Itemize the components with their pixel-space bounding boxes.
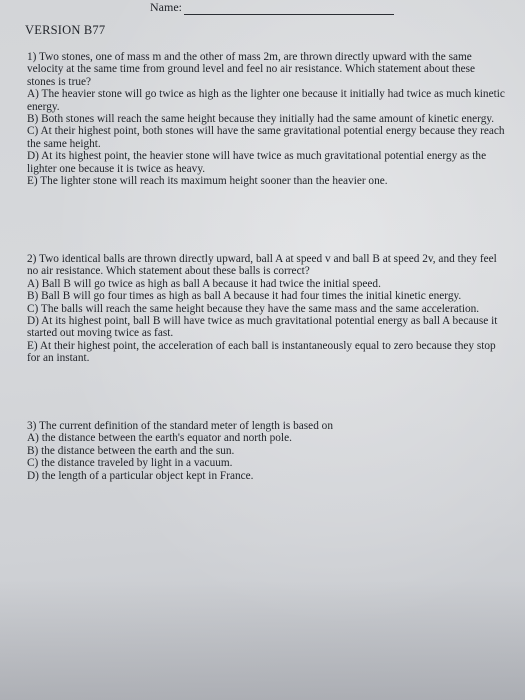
question-3-option-a: A) the distance between the earth's equator and north pole. (27, 432, 292, 445)
question-3 (27, 420, 387, 482)
question-1-stem: 1) Two stones, one of mass m and the other of mass 2m, are thrown directly upward with the same velocity at the same time from ground level and feel no air resistance. Which statement about these stones is true? (27, 51, 476, 88)
question-1-option-d: D) At its highest point, the heavier stone will have twice as much gravitational potential energy as the lighter one because it is twice as heavy. (27, 150, 487, 175)
question-2 (27, 253, 505, 365)
version-heading: VERSION B77 (25, 23, 106, 37)
page-shadow (0, 580, 525, 700)
question-2-option-a: A) Ball B will go twice as high as ball A because it had twice the initial speed. (27, 277, 381, 290)
question-2-stem: 2) Two identical balls are thrown directly upward, ball A at speed v and ball B at speed 2v, and they feel no air resistance. Which statement about these balls is correct? (27, 253, 497, 278)
question-1 (27, 51, 505, 187)
name-label: Name: (150, 0, 182, 14)
name-field (150, 0, 394, 15)
question-1-option-e: E) The lighter stone will reach its maximum height sooner than the heavier one. (27, 175, 388, 188)
question-2-option-b: B) Ball B will go four times as high as ball A because it had four times the initial kinetic energy. (27, 290, 462, 303)
question-3-option-d: D) the length of a particular object kept in France. (27, 469, 254, 482)
question-3-option-b: B) the distance between the earth and the sun. (27, 444, 235, 457)
question-1-option-c: C) At their highest point, both stones will have the same gravitational potential energy because they reach the same height. (27, 125, 505, 150)
question-3-stem: 3) The current definition of the standard meter of length is based on (27, 420, 333, 432)
question-2-option-e: E) At their highest point, the acceleration of each ball is instantaneously equal to zero because they stop for an instant. (27, 339, 496, 365)
name-blank-line (184, 4, 394, 15)
question-3-option-c: C) the distance traveled by light in a vacuum. (27, 457, 233, 470)
question-1-option-a: A) The heavier stone will go twice as high as the lighter one because it initially had twice as much kinetic energy. (27, 88, 505, 113)
question-1-option-b: B) Both stones will reach the same height because they initially had the same amount of kinetic energy. (27, 113, 495, 126)
question-2-option-c: C) The balls will reach the same height because they have the same mass and the same acceleration. (27, 302, 480, 315)
question-2-option-d: D) At its highest point, ball B will have twice as much gravitational potential energy as ball A because it started out moving twice as fast. (27, 315, 498, 340)
